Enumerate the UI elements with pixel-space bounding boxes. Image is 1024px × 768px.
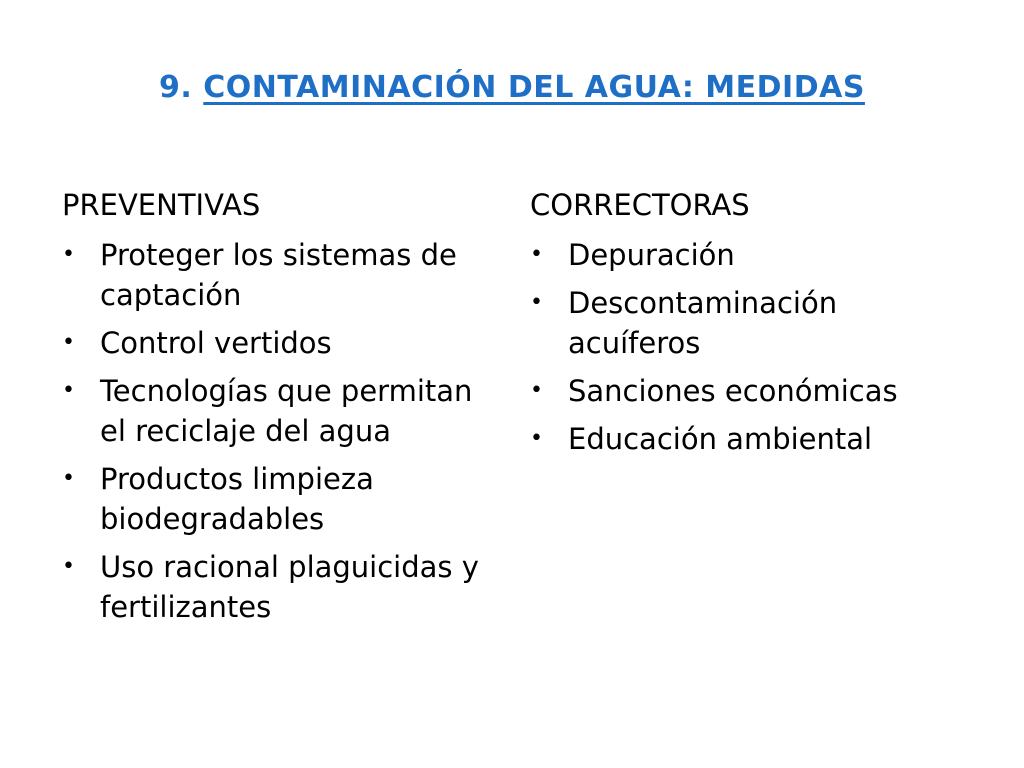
bullet-icon: •	[62, 378, 75, 403]
list-item-text: Productos limpieza biodegradables	[100, 462, 374, 536]
list-item-text: Control vertidos	[100, 326, 332, 360]
list-item	[62, 459, 502, 539]
list-item-text: Descontaminación acuíferos	[568, 286, 838, 360]
list-item-text: Sanciones económicas	[568, 374, 898, 408]
bullet-icon: •	[530, 290, 543, 315]
list-item-text: Tecnologías que permitan el reciclaje del agua	[100, 374, 473, 448]
bullet-icon: •	[62, 466, 75, 491]
bullet-icon: •	[62, 330, 75, 355]
list-item-text: Depuración	[568, 238, 735, 272]
list-item	[62, 323, 502, 363]
list-item	[530, 235, 970, 275]
slide-title	[0, 70, 1024, 105]
title-text: CONTAMINACIÓN DEL AGUA: MEDIDAS	[203, 70, 865, 105]
bullet-icon: •	[530, 426, 543, 451]
list-item	[530, 371, 970, 411]
list-item	[62, 371, 502, 451]
list-item-text: Proteger los sistemas de captación	[100, 238, 457, 312]
corrective-heading: CORRECTORAS	[530, 188, 750, 222]
preventive-heading: PREVENTIVAS	[62, 188, 261, 222]
bullet-icon: •	[530, 378, 543, 403]
list-item-text: Uso racional plaguicidas y fertilizantes	[100, 550, 479, 624]
corrective-list	[530, 235, 970, 459]
list-item	[62, 235, 502, 315]
title-number: 9.	[159, 70, 193, 105]
corrective-column	[530, 183, 970, 459]
bullet-icon: •	[62, 242, 75, 267]
preventive-column	[62, 183, 502, 627]
list-item	[62, 547, 502, 627]
preventive-list	[62, 235, 502, 627]
list-item	[530, 283, 970, 363]
list-item	[530, 419, 970, 459]
bullet-icon: •	[62, 554, 75, 579]
bullet-icon: •	[530, 242, 543, 267]
list-item-text: Educación ambiental	[568, 422, 873, 456]
